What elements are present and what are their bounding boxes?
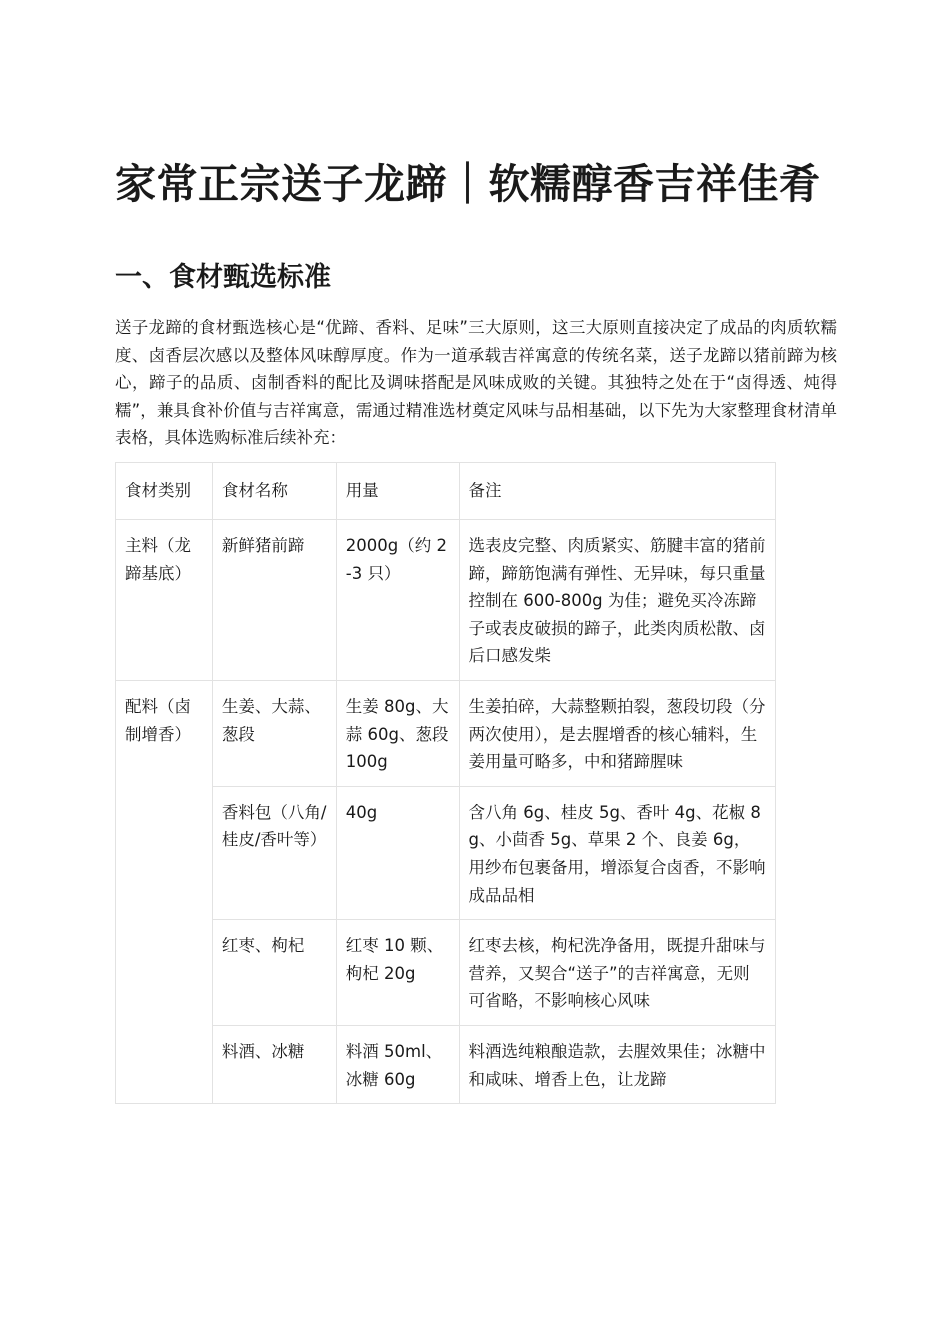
cell-name: 红枣、枸杞 <box>212 920 336 1026</box>
cell-note: 含八角 6g、桂皮 5g、香叶 4g、花椒 8g、小茴香 5g、草果 2 个、良姜 6g，用纱布包裹备用，增添复合卤香，不影响成品品相 <box>459 786 776 919</box>
cell-amount: 2000g（约 2-3 只） <box>336 520 459 681</box>
cell-name: 香料包（八角/桂皮/香叶等） <box>212 786 336 919</box>
table-row <box>116 520 776 681</box>
cell-note: 选表皮完整、肉质紧实、筋腱丰富的猪前蹄，蹄筋饱满有弹性、无异味，每只重量控制在 600-800g 为佳；避免买冷冻蹄子或表皮破损的蹄子，此类肉质松散、卤后口感发柴 <box>459 520 776 681</box>
cell-name: 生姜、大蒜、葱段 <box>212 680 336 786</box>
cell-amount: 生姜 80g、大蒜 60g、葱段 100g <box>336 680 459 786</box>
cell-note: 生姜拍碎，大蒜整颗拍裂，葱段切段（分两次使用），是去腥增香的核心辅料，生姜用量可略多，中和猪蹄腥味 <box>459 680 776 786</box>
table-header-row <box>116 463 776 520</box>
cell-category: 配料（卤制增香） <box>116 680 213 1103</box>
table-row <box>116 1025 776 1103</box>
table-row <box>116 920 776 1026</box>
header-category: 食材类别 <box>116 463 213 520</box>
page-title: 家常正宗送子龙蹄｜软糯醇香吉祥佳肴 <box>115 160 821 208</box>
cell-note: 料酒选纯粮酿造款，去腥效果佳；冰糖中和咸味、增香上色，让龙蹄 <box>459 1025 776 1103</box>
header-amount: 用量 <box>336 463 459 520</box>
intro-paragraph: 送子龙蹄的食材甄选核心是“优蹄、香料、足味”三大原则，这三大原则直接决定了成品的肉质软糯度、卤香层次感以及整体风味醇厚度。作为一道承载吉祥寓意的传统名菜，送子龙蹄以猪前蹄为核心，蹄子的品质、卤制香料的配比及调味搭配是风味成败的关键。其独特之处在于“卤得透、炖得糯”，兼具食补价值与吉祥寓意，需通过精准选材奠定风味与品相基础，以下先为大家整理食材清单表格，具体选购标准后续补充： <box>115 318 837 448</box>
table-row <box>116 680 776 786</box>
header-name: 食材名称 <box>212 463 336 520</box>
cell-amount: 红枣 10 颗、枸杞 20g <box>336 920 459 1026</box>
table-row <box>116 786 776 919</box>
section-heading: 一、食材甄选标准 <box>115 262 331 293</box>
cell-amount: 料酒 50ml、冰糖 60g <box>336 1025 459 1103</box>
cell-name: 新鲜猪前蹄 <box>212 520 336 681</box>
cell-amount: 40g <box>336 786 459 919</box>
cell-category: 主料（龙蹄基底） <box>116 520 213 681</box>
header-note: 备注 <box>459 463 776 520</box>
cell-name: 料酒、冰糖 <box>212 1025 336 1103</box>
cell-note: 红枣去核，枸杞洗净备用，既提升甜味与营养，又契合“送子”的吉祥寓意，无则可省略，不影响核心风味 <box>459 920 776 1026</box>
ingredient-table <box>115 462 776 1104</box>
